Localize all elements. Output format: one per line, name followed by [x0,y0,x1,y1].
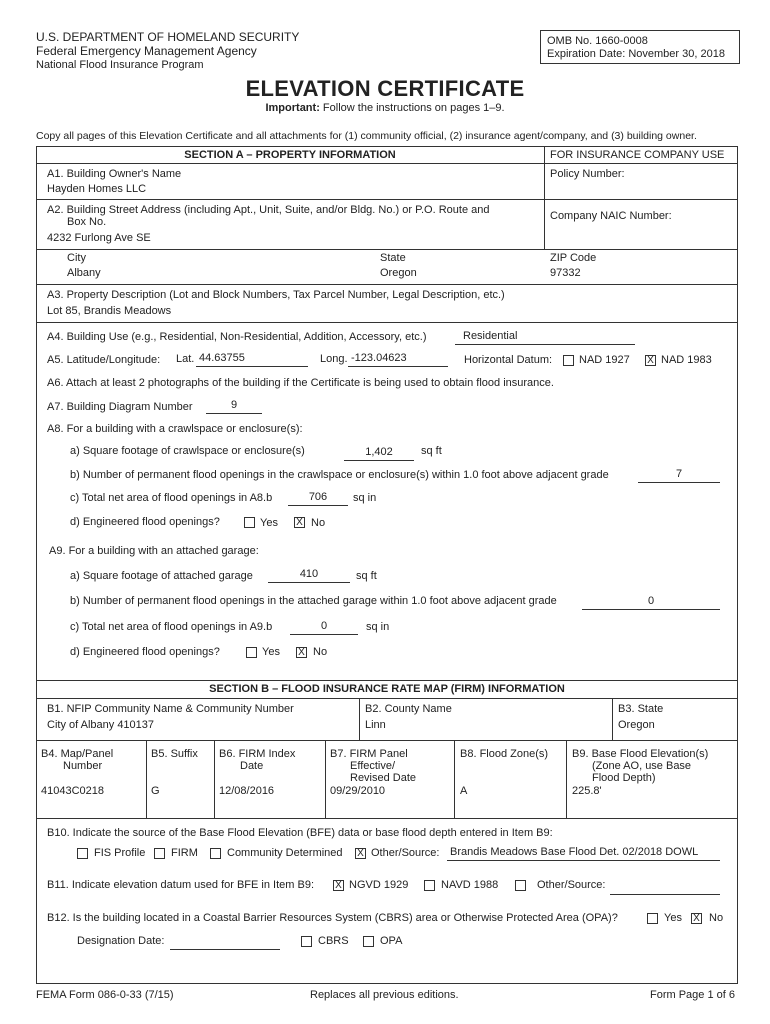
b8-flood-zone[interactable]: A [460,785,468,797]
nad1983-checkbox[interactable]: X [645,355,656,366]
nad1927-checkbox[interactable] [563,355,574,366]
copy-note: Copy all pages of this Elevation Certificate and all attachments for (1) community official, (2) insurance agent/company, and (3) building owner. [36,130,697,142]
b4-label: B4. Map/Panel [41,748,114,760]
a2-street-address[interactable]: 4232 Furlong Ave SE [47,232,151,244]
other-source-label: Other/Source: [371,847,440,859]
a9d-no-checkbox[interactable]: X [296,647,307,658]
navd1988-label: NAVD 1988 [441,879,499,891]
cbrs-checkbox[interactable] [301,936,312,947]
a9d-yes-label: Yes [262,646,280,658]
community-determined-checkbox[interactable] [210,848,221,859]
a8d-yes-checkbox[interactable] [244,517,255,528]
b7-label: B7. FIRM Panel [330,748,408,760]
community-determined-label: Community Determined [227,847,343,859]
a8b-flood-openings[interactable]: 7 [675,468,683,480]
a8-label: A8. For a building with a crawlspace or enclosure(s): [47,423,303,435]
latitude-label: Lat. [176,353,195,365]
b1-label: B1. NFIP Community Name & Community Number [47,703,294,715]
important-text: Follow the instructions on pages 1–9. [322,102,505,114]
b6-label: B6. FIRM Index [219,748,296,760]
cbrs-label: CBRS [318,935,349,947]
other-source-value[interactable]: Brandis Meadows Base Flood Det. 02/2018 DOWL [450,846,699,858]
b9-label-2: (Zone AO, use Base [592,760,692,772]
b10-label: B10. Indicate the source of the Base Flood Elevation (BFE) data or base flood depth entered in Item B9: [47,827,553,839]
a9c-net-area[interactable]: 0 [320,620,328,632]
b7-label-3: Revised Date [350,772,417,784]
b2-county[interactable]: Linn [365,719,386,731]
a7-diagram-number[interactable]: 9 [230,399,238,411]
a4-label: A4. Building Use (e.g., Residential, Non-Residential, Addition, Accessory, etc.) [47,331,427,343]
a8d-label: d) Engineered flood openings? [70,516,220,528]
b12-no-label: No [709,912,724,924]
omb-number: OMB No. 1660-0008 [547,35,648,47]
expiration-date: Expiration Date: November 30, 2018 [547,48,725,60]
naic-number-label: Company NAIC Number: [550,210,672,222]
a9c-label: c) Total net area of flood openings in A9.b [70,621,273,633]
a3-label: A3. Property Description (Lot and Block Numbers, Tax Parcel Number, Legal Description, etc.) [47,289,505,301]
b4-label-2: Number [63,760,103,772]
b4-map-panel[interactable]: 41043C0218 [41,785,105,797]
b7-firm-panel-date[interactable]: 09/29/2010 [330,785,386,797]
b9-label: B9. Base Flood Elevation(s) [572,748,709,760]
city-value[interactable]: Albany [67,267,101,279]
section-a-title: SECTION A – PROPERTY INFORMATION [184,149,396,161]
b3-label: B3. State [618,703,664,715]
a9a-garage-sqft[interactable]: 410 [299,568,319,580]
city-label: City [67,252,86,264]
a8b-label: b) Number of permanent flood openings in the crawlspace or enclosure(s) within 1.0 foot above adjacent grade [70,469,609,481]
opa-checkbox[interactable] [363,936,374,947]
a2-label: A2. Building Street Address (including Apt., Unit, Suite, and/or Bldg. No.) or P.O. Route and [47,204,490,216]
a1-label: A1. Building Owner's Name [47,168,182,180]
fis-profile-checkbox[interactable] [77,848,88,859]
nad1927-label: NAD 1927 [579,354,630,366]
a9-label: A9. For a building with an attached garage: [49,545,259,557]
a9c-unit: sq in [366,621,390,633]
program-name: National Flood Insurance Program [36,59,204,71]
important-label: Important: [265,102,320,114]
other-source-checkbox[interactable]: X [355,848,366,859]
a9d-label: d) Engineered flood openings? [70,646,220,658]
a2-label-2: Box No. [67,216,107,228]
nad1983-label: NAD 1983 [661,354,712,366]
department-name: U.S. DEPARTMENT OF HOMELAND SECURITY [36,30,300,44]
longitude-value[interactable]: -123.04623 [351,352,407,364]
latitude-value[interactable]: 44.63755 [199,352,245,364]
b11-other-checkbox[interactable] [515,880,526,891]
a8d-no-label: No [311,517,326,529]
designation-date-label: Designation Date: [77,935,165,947]
firm-label: FIRM [171,847,198,859]
horizontal-datum-label: Horizontal Datum: [464,354,553,366]
a1-owner-name[interactable]: Hayden Homes LLC [47,183,147,195]
a8d-yes-label: Yes [260,517,278,529]
state-value[interactable]: Oregon [380,267,417,279]
ngvd1929-label: NGVD 1929 [349,879,409,891]
b8-label: B8. Flood Zone(s) [460,748,549,760]
a8a-label: a) Square footage of crawlspace or enclosure(s) [70,445,305,457]
agency-name: Federal Emergency Management Agency [36,44,257,58]
b5-label: B5. Suffix [151,748,198,760]
b11-label: B11. Indicate elevation datum used for BFE in Item B9: [47,879,314,891]
a8a-crawlspace-sqft[interactable]: 1,402 [365,446,393,458]
zip-value[interactable]: 97332 [550,267,581,279]
a9a-label: a) Square footage of attached garage [70,570,253,582]
b9-label-3: Flood Depth) [592,772,656,784]
a8a-unit: sq ft [421,445,442,457]
form-number: FEMA Form 086-0-33 (7/15) [36,989,174,1001]
a9d-no-label: No [313,646,328,658]
b2-label: B2. County Name [365,703,452,715]
a5-label: A5. Latitude/Longitude: [47,354,161,366]
a9b-flood-openings[interactable]: 0 [647,595,655,607]
a8c-net-area[interactable]: 706 [308,491,328,503]
zip-label: ZIP Code [550,252,597,264]
a9d-yes-checkbox[interactable] [246,647,257,658]
b12-no-checkbox[interactable]: X [691,913,702,924]
firm-checkbox[interactable] [154,848,165,859]
b12-yes-label: Yes [664,912,682,924]
a6-label: A6. Attach at least 2 photographs of the building if the Certificate is being used to obtain flood insurance. [47,377,554,389]
a9a-unit: sq ft [356,570,377,582]
a9b-label: b) Number of permanent flood openings in the attached garage within 1.0 foot above adjacent grade [70,595,557,607]
a8c-unit: sq in [353,492,377,504]
b7-label-2: Effective/ [350,760,396,772]
form-title: ELEVATION CERTIFICATE [245,76,525,101]
a7-label: A7. Building Diagram Number [47,401,193,413]
replaces-note: Replaces all previous editions. [310,989,459,1001]
b9-base-flood-elevation[interactable]: 225.8' [572,785,602,797]
fis-profile-label: FIS Profile [94,847,146,859]
a3-property-description[interactable]: Lot 85, Brandis Meadows [47,305,172,317]
a8d-no-checkbox[interactable]: X [294,517,305,528]
section-b-title: SECTION B – FLOOD INSURANCE RATE MAP (FIRM) INFORMATION [209,683,565,695]
insurance-use-heading: FOR INSURANCE COMPANY USE [550,149,725,161]
b6-firm-index-date[interactable]: 12/08/2016 [219,785,275,797]
a4-building-use[interactable]: Residential [463,330,518,342]
b6-label-2: Date [240,760,264,772]
ngvd1929-checkbox[interactable]: X [333,880,344,891]
policy-number-label: Policy Number: [550,168,625,180]
b1-community[interactable]: City of Albany 410137 [47,719,155,731]
page-number: Form Page 1 of 6 [650,989,735,1001]
a8c-label: c) Total net area of flood openings in A8.b [70,492,273,504]
navd1988-checkbox[interactable] [424,880,435,891]
opa-label: OPA [380,935,403,947]
state-label: State [380,252,406,264]
b12-label: B12. Is the building located in a Coastal Barrier Resources System (CBRS) area or Otherwise Protected Area (OPA)? [47,912,618,924]
important-note [0,102,770,114]
longitude-label: Long. [320,353,348,365]
omb-box [540,30,740,64]
b12-yes-checkbox[interactable] [647,913,658,924]
b11-other-label: Other/Source: [537,879,606,891]
b3-state[interactable]: Oregon [618,719,655,731]
b5-suffix[interactable]: G [151,785,160,797]
